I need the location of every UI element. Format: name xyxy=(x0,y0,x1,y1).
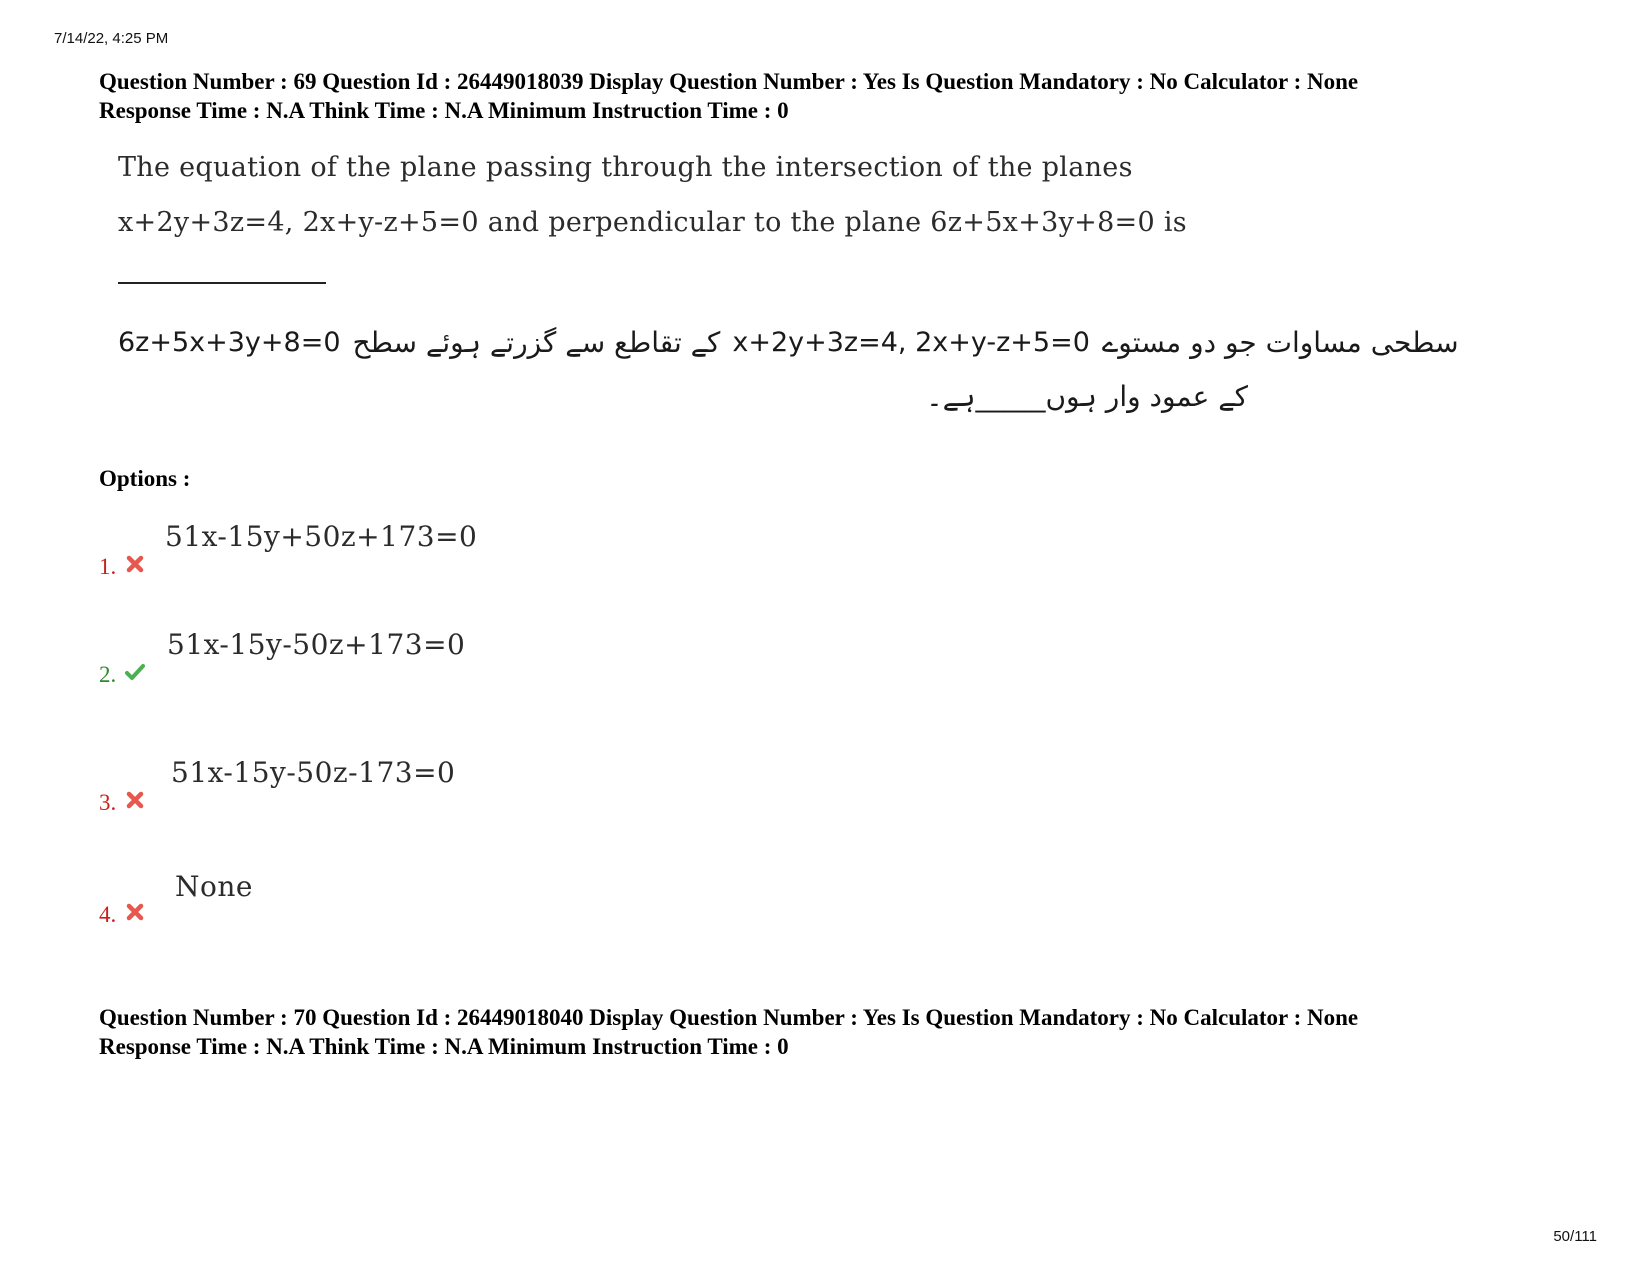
question-english-line-1: The equation of the plane passing through the intersection of the planes xyxy=(118,152,1133,183)
cross-icon xyxy=(125,902,145,922)
option-text: None xyxy=(175,870,253,903)
option-number: 1. xyxy=(99,554,117,579)
cross-icon xyxy=(125,790,145,810)
question-urdu-line-1 xyxy=(118,312,1459,372)
options-label: Options : xyxy=(99,466,191,491)
option-number: 4. xyxy=(99,902,117,927)
cross-icon xyxy=(125,554,145,574)
option-number: 2. xyxy=(99,662,117,687)
question-69-header xyxy=(99,67,1579,125)
question-meta-line-1: Question Number : 69 Question Id : 26449018039 Display Question Number : Yes Is Question Mandatory : No Calculator : None xyxy=(99,69,1359,94)
option-3 xyxy=(99,756,699,816)
answer-blank xyxy=(118,282,326,284)
urdu-text-start: سطحی مساوات جو دو مستوے xyxy=(1101,325,1459,359)
option-4 xyxy=(99,868,699,928)
question-meta-line-1: Question Number : 70 Question Id : 26449018040 Display Question Number : Yes Is Question Mandatory : No Calculator : None xyxy=(99,1005,1359,1030)
option-1 xyxy=(99,520,699,580)
print-timestamp: 7/14/22, 4:25 PM xyxy=(54,30,169,47)
question-english-line-2: x+2y+3z=4, 2x+y-z+5=0 and perpendicular to the plane 6z+5x+3y+8=0 is xyxy=(118,207,1187,238)
option-number: 3. xyxy=(99,790,117,815)
check-icon xyxy=(125,662,145,682)
question-urdu-line-2: کے عمود وار ہوں_____ہے۔ xyxy=(926,380,1248,413)
question-69-body xyxy=(118,140,1459,413)
urdu-perpendicular-equation: 6z+5x+3y+8=0 xyxy=(118,326,341,358)
urdu-planes-equation: x+2y+3z=4, 2x+y-z+5=0 xyxy=(732,326,1090,358)
question-meta-line-2: Response Time : N.A Think Time : N.A Minimum Instruction Time : 0 xyxy=(99,1034,789,1059)
urdu-text-middle: کے تقاطع سے گزرتے ہوئے سطح xyxy=(352,325,721,359)
question-meta-line-2: Response Time : N.A Think Time : N.A Minimum Instruction Time : 0 xyxy=(99,98,789,123)
page-number: 50/111 xyxy=(1553,1228,1597,1245)
option-text: 51x-15y-50z-173=0 xyxy=(171,756,456,789)
question-70-header xyxy=(99,1003,1579,1061)
option-text: 51x-15y-50z+173=0 xyxy=(167,628,466,661)
option-text: 51x-15y+50z+173=0 xyxy=(165,520,478,553)
option-2 xyxy=(99,628,699,688)
